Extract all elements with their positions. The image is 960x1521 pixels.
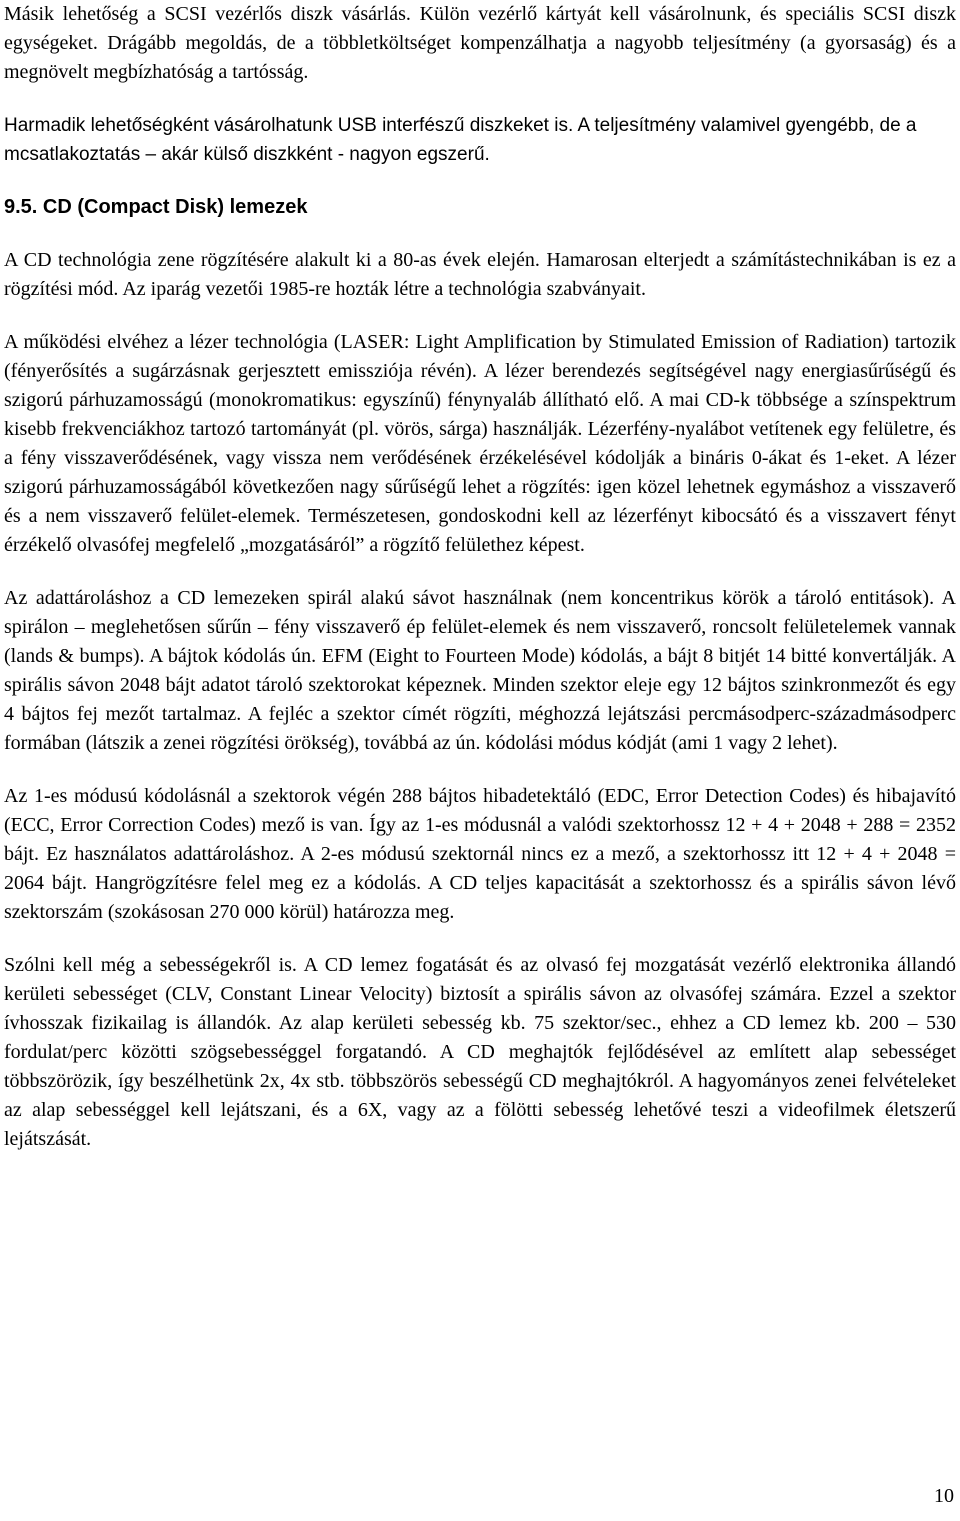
- paragraph-cd-intro: A CD technológia zene rögzítésére alakult ki a 80-as évek elején. Hamarosan elterjedt a számítástechnikában is ez a rögzítési mód. Az iparág vezetői 1985-re hozták létre a technológia szabványait.: [4, 249, 956, 300]
- paragraph-modes: Az 1-es módusú kódolásnál a szektorok végén 288 bájtos hibadetektáló (EDC, Error Detection Codes) és hibajavító (ECC, Error Correction Codes) mező is van. Így az 1-es módusnál a valódi szektorhossz 12 + 4 + 2048 + 288 = 2352 bájt. Ez használatos adattároláshoz. A 2-es módusú szektornál nincs ez a mező, a szektorhossz itt 12 + 4 + 2048 = 2064 bájt. Hangrögzítésre felel meg ez a kódolás. A CD teljes kapacitását a szektorhossz és a spirális sávon lévő szektorszám (szokásosan 270 000 körül) határozza meg.: [4, 785, 956, 923]
- document-page: [4, 0, 956, 1154]
- paragraph-scsi: Másik lehetőség a SCSI vezérlős diszk vásárlás. Külön vezérlő kártyát kell vásárolnunk, és speciális SCSI diszk egységeket. Drágább megoldás, de a többletköltséget kompenzálhatja a nagyobb teljesítmény (a gyorsaság) és a megnövelt megbízhatóság a tartósság.: [4, 3, 956, 83]
- section-heading: 9.5. CD (Compact Disk) lemezek: [4, 196, 308, 218]
- page-number: 10: [934, 1485, 954, 1507]
- paragraph-spiral: Az adattároláshoz a CD lemezeken spirál alakú sávot használnak (nem koncentrikus körök a tároló entitások). A spirálon – meglehetősen sűrűn – fény visszaverő ép felület-elemek és nem visszaverő, roncsolt felületelemek vannak (lands & bumps). A bájtok kódolás ún. EFM (Eight to Fourteen Mode) kódolás, a bájt 8 bitjét 14 bitté konvertálják. A spirális sávon 2048 bájt adatot tároló szektorokat képeznek. Minden szektor eleje egy 12 bájtos szinkronmezőt és egy 4 bájtos fej mezőt tartalmaz. A fejléc a szektor címét rögzíti, méghozzá lejátszási percmásodperc-századmásodperc formában (látszik a zenei rögzítési örökség), továbbá az ún. kódolási módus kódját (ami 1 vagy 2 lehet).: [4, 587, 956, 754]
- paragraph-usb: Harmadik lehetőségként vásárolhatunk USB interfészű diszkeket is. A teljesítmény valamivel gyengébb, de a mcsatlakoztatás – akár külső diszkként - nagyon egszerű.: [4, 115, 917, 165]
- paragraph-speed: Szólni kell még a sebességekről is. A CD lemez fogatását és az olvasó fej mozgatását vezérlő elektronika állandó kerületi sebességet (CLV, Constant Linear Velocity) biztosít a spirális sávon az olvasófej számára. Ezzel a szektor ívhosszak fizikailag is állandók. Az alap kerületi sebesség kb. 75 szektor/sec., ehhez a CD lemez kb. 200 – 530 fordulat/perc közötti szögsebességgel forgatandó. A CD meghajtók fejlődésével az említett alap sebességet többszörözik, így beszélhetünk 2x, 4x stb. többszörös sebességű CD meghajtókról. A hagyományos zenei felvételeket az alap sebességgel kell lejátszani, és a 6X, vagy az a fölötti sebesség lehetővé teszi a videofilmek életszerű lejátszását.: [4, 954, 956, 1150]
- paragraph-laser: A működési elvéhez a lézer technológia (LASER: Light Amplification by Stimulated Emission of Radiation) tartozik (fényerősítés a sugárzásnak gerjesztett emissziója révén). A lézer berendezés segítségével nagy energiasűrűségű és szigorú párhuzamosságú (monokromatikus: egyszínű) fénynyaláb állítható elő. A mai CD-k többsége a színspektrum kisebb frekvenciákhoz tartozó tartományát (pl. vörös, sárga) használják. Lézerfény-nyalábot vetítenek egy felületre, és a fény visszaverődésének, vagy vissza nem verődésének érzékelésével kódolják a bináris 0-ákat és 1-eket. A lézer szigorú párhuzamosságából következően nagy sűrűségű lehet a rögzítés: igen közel lehetnek egymáshoz a visszaverő és a nem visszaverő felület-elemek. Természetesen, gondoskodni kell az lézerfényt kibocsátó és a visszavert fényt érzékelő olvasófej megfelelő „mozgatásáról” a rögzítő felülethez képest.: [4, 331, 956, 556]
